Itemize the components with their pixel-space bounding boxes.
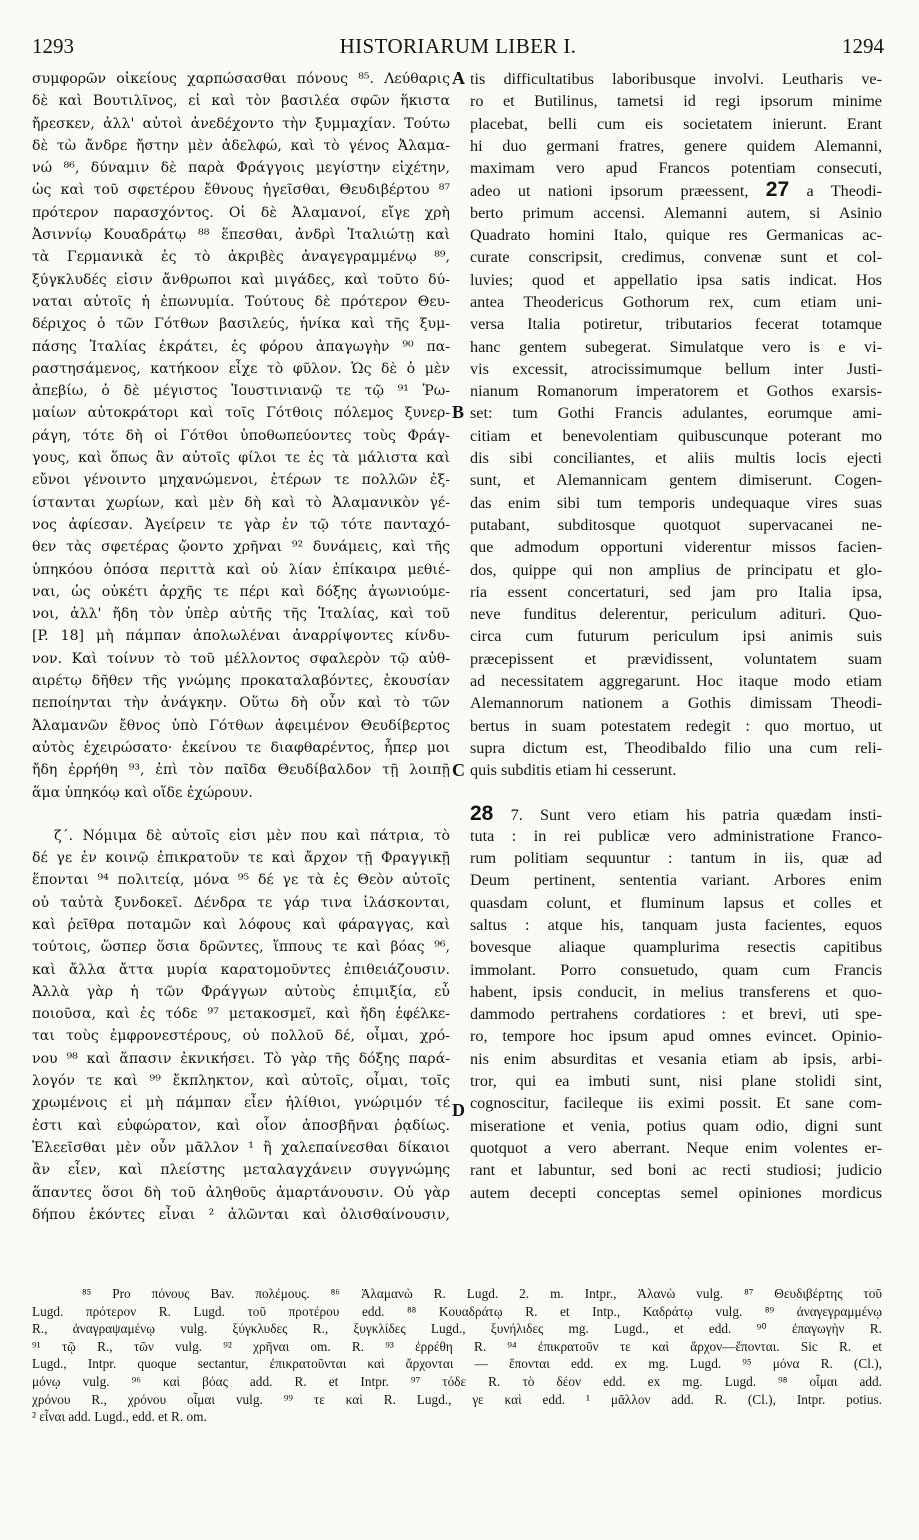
latin-text-line: Deum pertinent, sententia variant. Arbores enim [470, 871, 882, 890]
latin-text-line: antea Theodericus Gothorum rex, cum etiam uni- [470, 292, 882, 311]
latin-text-line: berto primum accensi. Alemanni autem, si Asinio [470, 203, 882, 222]
footnote-line: R., ἀναγραψαμένῳ vulg. ξύγκλυδες R., ξυγκλίδες Lugd., ξυνήλιδες mg. Lugd., et edd. ⁹⁰ ἐπαγωγὴν R. [32, 1321, 882, 1337]
greek-text-line: νον. Καὶ τοίνυν τὸ τοῦ μέλλοντος σφαλερὸν τῷ αὐθ- [32, 650, 450, 667]
greek-text-line: δέριχος ὁ τῶν Γότθων βασιλεύς, ἡνίκα καὶ τῆς ξυμ- [32, 316, 450, 333]
latin-text-line: miseratione et venia, potius quam odio, digni sunt [470, 1116, 882, 1135]
latin-text-line: tis difficultatibus laboribusque involvi. Leutharis ve- [470, 70, 882, 88]
greek-text-line: ξύγκλυδές εἰσιν ἄνθρωποι καὶ μιγάδες, καὶ τοῦτο δύ- [32, 271, 450, 288]
greek-text-line: νος ἀφίεσαν. Ἀγείρειν τε γὰρ ἐν τῷ τότε πανταχό- [32, 516, 450, 533]
page-header [32, 34, 884, 60]
greek-text-line: γους, καὶ ὅπως ἂν αὐτοῖς φίλοι τε ἐς τὰ μάλιστα καὶ [32, 450, 450, 467]
section-marker-d: D [452, 1100, 465, 1120]
latin-text-line: quis subditis etiam hi cesserunt. [470, 761, 677, 780]
latin-text-line: set: tum Gothi Francis adulantes, eorumque ami- [470, 404, 882, 423]
latin-text-line: dis sibi conciliantes, et aliis multis locis ejecti [470, 449, 882, 468]
greek-text-line: ἀπεβίω, ὁ δὲ μέγιστος Ἰουστινιανῷ τε τῷ ⁹¹ Ῥω- [32, 383, 450, 400]
greek-text-line: ναται αὐτοῖς ἡ ἐπωνυμία. Τούτους δὲ πρότερον Θευ- [32, 293, 450, 310]
latin-text-line: supra dictum est, Theodibaldo filio una cum reli- [470, 738, 882, 757]
latin-text-line: rant et labuntur, sed boni ac recti studiosi; judicio [470, 1161, 882, 1180]
greek-text-line: ἕπονται ⁹⁴ πολιτείᾳ, μόνα ⁹⁵ δέ γε τὰ ἐς Θεὸν αὐτοῖς [32, 872, 450, 889]
latin-text-line: quasdam colunt, et fluminum lapsus et colles et [470, 893, 882, 912]
greek-text-line: πάσης Ἰταλίας ἐκράτει, ἐς φόρου ἀπαγωγὴν ⁹⁰ πα- [32, 338, 450, 355]
section-marker-a: A [452, 68, 465, 88]
latin-text-line: maximam vero apud Francos potentiam consecuti, [470, 159, 882, 178]
greek-text-line: τὰ Γερμανικὰ ἐς τὸ ἀκριβὲς ἀναγεγραμμένῳ ⁸⁹, [32, 249, 450, 266]
greek-text-line: συμφορῶν οἰκείους χαρπώσασθαι πόνους ⁸⁵. Λεύθαρις [32, 71, 450, 87]
latin-text-line: dammodo pertrahens cordatiores : et brevi, uti spe- [470, 1005, 882, 1024]
greek-text-line: αιρέτῳ δῆθεν τῆς γνώμης προκαταλαβόντες, ἑκουσίαν [32, 673, 450, 690]
greek-text-line: ραστησάμενος, κατήκοον εἶχε τὸ φῦλον. Ὡς δὲ ὁ μὲν [32, 360, 450, 377]
latin-text-line: placebat, belli cum eis societatem inierunt. Erant [470, 114, 882, 133]
latin-text-line: luvies; quod et appellatio ipsa satis indicat. Hos [470, 270, 882, 289]
footnote-line: ⁹¹ τῷ R., τῶν vulg. ⁹² χρῆναι om. R. ⁹³ ἐρρέθη R. ⁹⁴ ἐπικρατοῦν τε καὶ ἄρχον—ἕπονται. Sic R. et [32, 1338, 882, 1354]
section-marker-c: C [452, 760, 465, 780]
greek-text-line: λογόν τε καὶ ⁹⁹ ἔκπληκτον, καὶ αὐτοῖς, οἶμαι, τοῖς [32, 1073, 450, 1090]
greek-text-line: νοι, ἀλλ' ἤδη τὸν ὑπὲρ αὐτῆς τῆς Ἰταλίας, καὶ τοῦ [32, 606, 450, 623]
greek-text-line: ναι, ὡς οὐκέτι ἀρχῆς τε πέρι καὶ δόξης ἀγωνιούμε- [32, 583, 450, 600]
latin-text-line: nianum Romanorum imperatorem et Gothos exarsis- [470, 382, 882, 401]
latin-text-line: bovesque aliaque quamplurima resectis capitibus [470, 938, 882, 957]
section-marker-b: B [452, 402, 465, 422]
greek-text-line: χρωμένοις εἰ μὴ πάμπαν εἶεν ἠλίθιοι, γνώριμόν τέ [32, 1095, 450, 1112]
greek-text-line: τούτοις, ὥσπερ ὅσια δρῶντες, ἵππους τε καὶ βόας ⁹⁶, [32, 939, 450, 956]
latin-text-line: curate conscripsit, credimus, convenæ sunt et col- [470, 248, 882, 267]
page-number-left: 1293 [32, 34, 74, 58]
latin-text-line: putabant, subditosque quotquot supervacanei ne- [470, 515, 882, 534]
chapter-number: 28 [470, 802, 494, 825]
latin-text-line: neve funditus delerentur, periculum adituri. Quo- [470, 605, 882, 624]
latin-text-line: sunt, et Alemannicam gentem dimiserunt. Cogen- [470, 471, 882, 490]
greek-text-line: εὔνοι γένοιντο μηχανώμενοι, ἑτέρων τε πολλῶν ἐξ- [32, 472, 450, 489]
latin-text-line: hi duo germani fratres, genere quidem Alemanni, [470, 136, 882, 155]
greek-text-line: ἤρεσκεν, ἀλλ' αὐτοὶ ἀνεδέχοντο τὴν ξυμμαχίαν. Τούτω [32, 115, 450, 132]
greek-text-column [32, 68, 450, 1226]
latin-text-line: habent, ipsis conducit, in melius transferens et quo- [470, 982, 882, 1001]
latin-text-line: versa Italia potiretur, tributarios fecerat totamque [470, 315, 882, 334]
latin-text-line: ad necessitatem aggregarunt. Hoc itaque modo etiam [470, 672, 882, 691]
latin-text-line: circa cum futurum periculum ipsi animis suis [470, 627, 882, 646]
greek-text-line: ἐστι καὶ εὐφώρατον, καὶ οἷον ἀποσβῆναι ῥᾳδίως. [32, 1117, 450, 1134]
latin-text-line: Alemannorum nationem a Gothis dimissam Theodi- [470, 694, 882, 713]
greek-text-line: πρότερον παρασχόντος. Οἱ δὲ Ἀλαμανοί, εἴγε χρὴ [32, 204, 450, 221]
latin-text-line: cognoscitur, facileque iis eximi possit. Et sane com- [470, 1094, 882, 1113]
latin-text-line: vis excessit, atrocissimumque bellum inter Justi- [470, 359, 882, 378]
greek-text-line: αὐτὸς ἐχειρώσατο· ἐκείνου τε διαφθαρέντος, ἧπερ μοι [32, 739, 450, 756]
running-title: HISTORIARUM LIBER I. [339, 34, 577, 58]
greek-text-line: ὡς καὶ τοῦ σφετέρου ἔθνους ἡγεῖσθαι, Θευδιβέρτου ⁸⁷ [32, 182, 450, 199]
greek-text-line: ποιοῦσα, καὶ ἐς τόδε ⁹⁷ μετακοσμεῖ, καὶ ἤδη ἐφέλκε- [32, 1006, 450, 1023]
greek-text-line: δὲ τὼ ἄνδρε ἤστην μὲν ἀδελφώ, καὶ τὸ γένος Ἀλαμα- [32, 137, 450, 154]
greek-text-line: δὲ καὶ Βουτιλῖνος, εἰ καὶ τὸν βασιλέα σφῶν ἥκιστα [32, 93, 450, 110]
footnote-line: Lugd. πρότερον R. Lugd. τοῦ προτέρου edd. ⁸⁸ Κουαδράτῳ R. et Intp., Καδράτῳ vulg. ⁸⁹ ἀναγεγραμμένῳ [32, 1303, 882, 1319]
greek-text-line: ὑπηκόου ὁπόσα περιττὰ καὶ οὐ λίαν ἐπίκαιρα μεθιέ- [32, 561, 450, 578]
latin-text-line: saltus : atque his, tanquam justa facientes, equos [470, 915, 882, 934]
footnote-line: ⁸⁵ Pro πόνους Bav. πολέμους. ⁸⁶ Ἀλαμανὼ R. Lugd. 2. m. Intpr., Ἀλανὼ vulg. ⁸⁷ Θευδιβέρτης τοῦ [82, 1286, 882, 1301]
latin-text-line: immolant. Porro consuetudo, quam cum Francis [470, 960, 882, 979]
greek-text-line: οὐ ταὐτὰ ξυνδοκεῖ. Δένδρα τε γάρ τινα ἱλάσκονται, [32, 894, 450, 911]
greek-text-line: δέ γε ἐν κοινῷ ἐπικρατοῦν τε καὶ ἄρχον τῇ Φραγγικῇ [32, 850, 450, 867]
footnote-line: μόνῳ vulg. ⁹⁶ καὶ βόας add. R. et Intpr. ⁹⁷ τόδε R. τὸ δέον edd. ex mg. Lugd. ⁹⁸ οἶμαι add. [32, 1373, 882, 1389]
latin-text-line: Quadrato homini Italo, quique res Germanicas ac- [470, 226, 882, 245]
greek-text-line: ται τοὺς ἐμφρονεστέρους, οὐ πολλοῦ δέ, οἶμαι, χρό- [32, 1028, 450, 1045]
chapter-number: 27 [765, 179, 790, 202]
greek-text-line: καὶ ῥεῖθρα ποταμῶν καὶ λόφους καὶ φάραγγας, καὶ [32, 916, 450, 933]
greek-text-line: Ἀλαμανῶν ἔθνος ὑπὸ Γότθων ἀφειμένον Θευδίβερτος [32, 717, 450, 734]
greek-text-line: Ἐλεεῖσθαι μὲν οὖν μᾶλλον ¹ ἢ χαλεπαίνεσθαι δίκαιοι [32, 1139, 450, 1156]
latin-text-line: præcepissent et prævidissent, voluntatem suam [470, 649, 882, 668]
footnotes [32, 1285, 882, 1426]
greek-text-line: δήπου ἑκόντες εἶναι ² ἀλῶνται καὶ ὀλισθαίνουσιν, [32, 1206, 450, 1223]
latin-text-line: autem decepti conceptas semel opiniones mordicus [470, 1183, 882, 1202]
latin-text-line: hanc gentem subegerat. Simulatque vero is e vi- [470, 337, 882, 356]
latin-text-line: quotquot a vero aberrant. Neque enim volentes er- [470, 1138, 882, 1157]
latin-text-line: ria essent concertaturi, sed jam pro Italia ipsa, [470, 582, 882, 601]
greek-text-line: θεν τὰς σφετέρας ᾤοντο χρῆναι ⁹² δυνάμεις, καὶ τῆς [32, 539, 450, 556]
latin-text-line: bertus in suam potestatem redegit : quo mortuo, ut [470, 716, 882, 735]
latin-text-column [470, 68, 882, 1204]
greek-text-line: ἅπαντες ὅσοι δὴ τοῦ ἀληθοῦς ἁμαρτάνουσιν. Οὐ γὰρ [32, 1184, 450, 1201]
latin-text-line: rum politiam sequuntur : tantum in iis, quæ ad [470, 849, 882, 868]
greek-text-line: ἂν εἶεν, καὶ πλείστης μεταλαγχάνειν συγγνώμης [32, 1162, 450, 1179]
latin-text-line: citiam et benevolentiam quibuscunque poterant mo [470, 426, 882, 445]
latin-text-line: 28 7. Sunt vero etiam his patria quædam insti- [470, 802, 882, 825]
latin-text-line: tuta : in rei publicæ vero administratione Franco- [470, 826, 882, 845]
footnote-line: Lugd., Intpr. quoque sectantur, ἐπικρατοῦνται καὶ ἄρχονται — ἕπονται edd. ex mg. Lugd. ⁹⁵ μόνα R. (Cl.), [32, 1356, 882, 1372]
greek-text-line: ζ΄. Νόμιμα δὲ αὐτοῖς εἰσι μὲν που καὶ πάτρια, τὸ [54, 827, 450, 844]
greek-text-line: ίστανται χωρίων, καὶ μὲν δὴ καὶ τὸ Ἀλαμανικὸν γέ- [32, 494, 450, 511]
footnote-line: ² εἶναι add. Lugd., edd. et R. om. [32, 1409, 207, 1425]
greek-text-line: Ἀλλὰ γὰρ ἡ τῶν Φράγγων αὐτοὺς ἐπιμιξία, εὖ [32, 983, 450, 1000]
greek-text-line: ἤδη ἐρρήθη ⁹³, ἐπὶ τὸν παῖδα Θευδίβαλδον τῇ λοιπῇ [32, 762, 450, 779]
greek-text-line: ἅμα ὑπηκόῳ καὶ οἵδε ἐχώρουν. [32, 784, 253, 801]
latin-text-line: adeo ut nationi ipsorum præessent, 27 a Theodi- [470, 179, 882, 202]
page-number-right: 1294 [842, 34, 884, 58]
greek-text-line: ράγη, τότε δὴ οἱ Γότθοι ὑποθωπεύοντες τοὺς Φράγ- [32, 427, 450, 444]
greek-text-line: νου ⁹⁸ καὶ ἅπασιν ἐκνικήσει. Τὸ γὰρ τῆς δόξης παρά- [32, 1050, 450, 1067]
greek-text-line: Ἀσιννίῳ Κουαδράτῳ ⁸⁸ ἕπεσθαι, ἀνδρὶ Ἰταλιώτῃ καὶ [32, 227, 450, 244]
latin-text-line: ro et Butilinus, tametsi id regi ipsorum minime [470, 92, 882, 111]
latin-text-line: dos, quippe qui non amplius de principatu et glo- [470, 560, 882, 579]
greek-text-line: μαίων αὐτοκράτορι καὶ τοῖς Γότθοις πόλεμος ξυνερ- [32, 405, 450, 422]
latin-text-line: ro, tempore hoc ipsum apud omnes evincet. Opinio- [470, 1027, 882, 1046]
footnote-line: χρόνου R., χρόνου οἶμαι vulg. ⁹⁹ τε καὶ R. Lugd., γε καὶ edd. ¹ μᾶλλον add. R. (Cl.), Intpr. potius. [32, 1391, 882, 1407]
greek-text-line: [P. 18] μὴ πάμπαν ἀπολωλέναι ἀναρρίψοντες κίνδυ- [32, 628, 450, 645]
latin-text-line: das enim sibi tum temporis undequaque vires suas [470, 493, 882, 512]
greek-text-line: πεποίηνται τὴν ἀνάγκην. Οὕτω δὴ οὖν καὶ τὸ τῶν [32, 695, 450, 712]
latin-text-line: tror, qui ea imbuti sunt, nisi plane stolidi sint, [470, 1072, 882, 1091]
latin-text-line: nis enim absurditas et vesania etiam ab ipsis, arbi- [470, 1049, 882, 1068]
greek-text-line: καὶ ἄλλα ἄττα μυρία καρατομοῦντες ἐπιθειάζουσιν. [32, 961, 450, 978]
latin-text-line: que admodum opportuni viderentur missos facien- [470, 538, 882, 557]
greek-text-line: νώ ⁸⁶, δύναμιν δὲ παρὰ Φράγγοις μεγίστην εἰχέτην, [32, 160, 450, 177]
